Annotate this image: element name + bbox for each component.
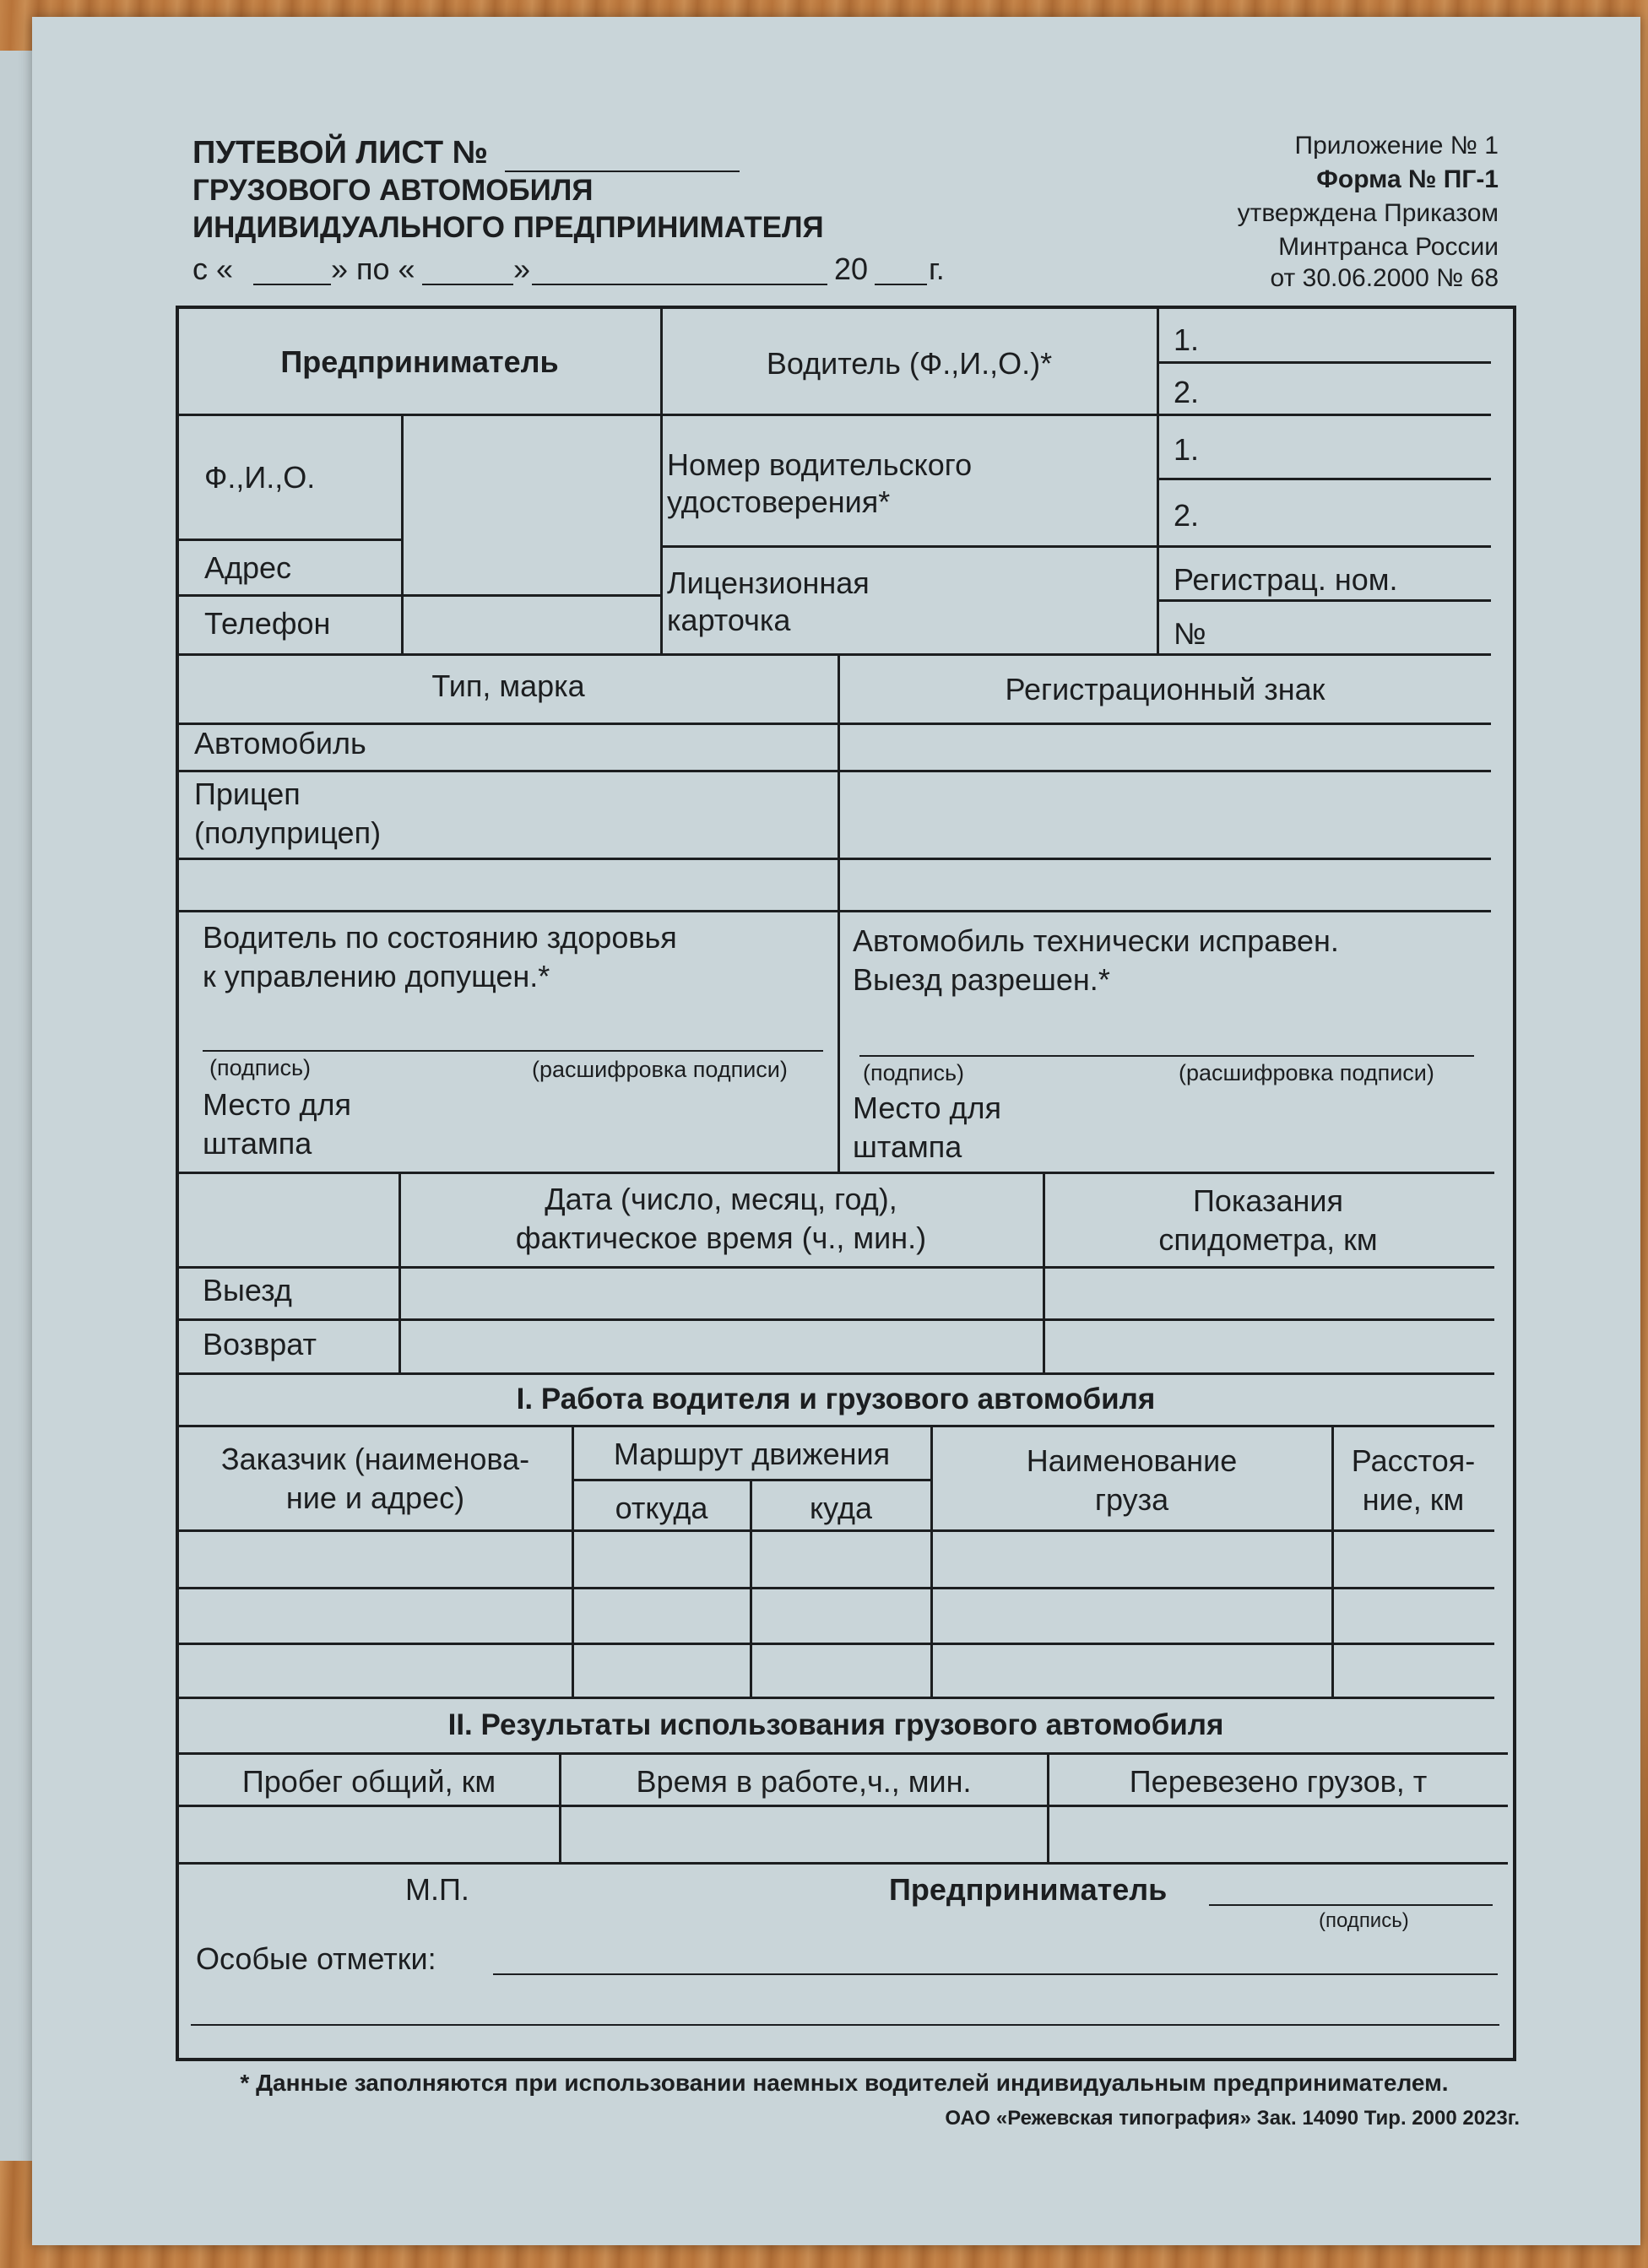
appendix-line-1: Приложение № 1: [1294, 132, 1499, 160]
special-notes-line-2: [191, 2024, 1499, 2026]
form-subtitle-2: ИНДИВИДУАЛЬНОГО ПРЕДПРИНИМАТЕЛЯ: [192, 211, 824, 244]
special-notes-label: Особые отметки:: [196, 1941, 436, 1976]
customer-header-1: Заказчик (наименова-: [220, 1442, 530, 1476]
trailer-label-1: Прицеп: [194, 777, 301, 811]
health-decode-caption: (расшифровка подписи): [532, 1057, 788, 1082]
year-label: 20: [834, 252, 869, 286]
special-notes-line-1: [493, 1973, 1498, 1975]
route-from-header: откуда: [615, 1491, 708, 1525]
address-label: Адрес: [204, 550, 292, 585]
date-close-label: »: [513, 252, 531, 286]
tech-decode-caption: (расшифровка подписи): [1179, 1060, 1434, 1085]
health-signature-caption: (подпись): [209, 1055, 312, 1080]
tech-signature-line: [859, 1055, 1474, 1057]
form-subtitle-1: ГРУЗОВОГО АВТОМОБИЛЯ: [192, 174, 594, 207]
footnote: * Данные заполняются при использовании наемных водителей индивидуальным предпринимателем.: [240, 2070, 1449, 2096]
year-line: [875, 284, 927, 285]
fio-label: Ф.,И.,О.: [204, 460, 316, 495]
printer-imprint: ОАО «Режевская типография» Зак. 14090 Тир. 2000 2023г.: [945, 2107, 1520, 2130]
reg-sign-header: Регистрационный знак: [1005, 672, 1325, 706]
license-2-label: 2.: [1174, 498, 1200, 533]
entrepreneur-sign-line: [1209, 1904, 1493, 1906]
tech-text-2: Выезд разрешен.*: [853, 962, 1110, 997]
date-time-header-2: фактическое время (ч., мин.): [515, 1221, 927, 1255]
health-stamp-2: штампа: [203, 1126, 312, 1161]
entrepreneur-header: Предприниматель: [280, 344, 559, 379]
month-line: [532, 284, 827, 285]
entrepreneur-sign-caption: (подпись): [1319, 1909, 1409, 1932]
license-label-1: Номер водительского: [667, 447, 973, 482]
stamp-place-label: М.П.: [405, 1872, 469, 1907]
date-time-header-1: Дата (число, месяц, год),: [545, 1182, 897, 1216]
driver-1-label: 1.: [1174, 322, 1200, 357]
cargo-weight-header: Перевезено грузов, т: [1129, 1764, 1428, 1799]
work-time-header: Время в работе,ч., мин.: [636, 1764, 972, 1799]
distance-header-1: Расстоя-: [1351, 1443, 1476, 1478]
tech-stamp-2: штампа: [853, 1129, 962, 1164]
customer-header-2: ние и адрес): [285, 1480, 465, 1515]
cargo-name-header-2: груза: [1094, 1482, 1169, 1517]
route-header: Маршрут движения: [613, 1437, 891, 1471]
date-from-line: [253, 284, 331, 285]
form-number-line: [505, 171, 740, 172]
license-1-label: 1.: [1174, 432, 1200, 467]
date-from-label: с «: [192, 252, 234, 286]
cargo-name-header-1: Наименование: [1026, 1443, 1238, 1478]
date-to-label: » по «: [331, 252, 415, 286]
odometer-header-1: Показания: [1192, 1183, 1344, 1218]
odometer-header-2: спидометра, км: [1158, 1222, 1378, 1257]
number-sign-label: №: [1174, 616, 1206, 651]
health-text-2: к управлению допущен.*: [203, 959, 550, 993]
phone-label: Телефон: [204, 606, 331, 641]
entrepreneur-sign-label: Предприниматель: [889, 1872, 1168, 1907]
distance-header-2: ние, км: [1362, 1482, 1465, 1517]
tech-text-1: Автомобиль технически исправен.: [853, 923, 1339, 958]
departure-label: Выезд: [203, 1273, 292, 1307]
appendix-line-5: от 30.06.2000 № 68: [1270, 264, 1499, 292]
driver-2-label: 2.: [1174, 375, 1200, 409]
reg-num-label: Регистрац. ном.: [1174, 562, 1398, 597]
tech-stamp-1: Место для: [853, 1091, 1002, 1125]
mileage-header: Пробег общий, км: [241, 1764, 496, 1799]
appendix-line-3: утверждена Приказом: [1237, 199, 1499, 227]
car-label: Автомобиль: [194, 726, 366, 761]
appendix-line-4: Минтранса России: [1278, 233, 1499, 261]
card-label-2: карточка: [667, 603, 791, 637]
return-label: Возврат: [203, 1327, 317, 1361]
license-label-2: удостоверения*: [667, 484, 891, 519]
trailer-label-2: (полуприцеп): [194, 815, 382, 850]
card-label-1: Лицензионная: [667, 566, 870, 600]
tech-signature-caption: (подпись): [863, 1060, 965, 1085]
type-brand-header: Тип, марка: [431, 668, 585, 703]
appendix-form-code: Форма № ПГ-1: [1316, 165, 1499, 193]
section-1-title: I. Работа водителя и грузового автомобиля: [516, 1383, 1156, 1415]
driver-fio-header: Водитель (Ф.,И.,О.)*: [766, 346, 1053, 381]
section-2-title: II. Результаты использования грузового автомобиля: [447, 1708, 1224, 1741]
date-to-line: [422, 284, 513, 285]
route-to-header: куда: [810, 1491, 872, 1525]
form-title: ПУТЕВОЙ ЛИСТ №: [192, 135, 489, 171]
year-suffix: г.: [929, 252, 945, 286]
health-signature-line: [203, 1050, 823, 1052]
health-stamp-1: Место для: [203, 1087, 352, 1122]
health-text-1: Водитель по состоянию здоровья: [203, 920, 677, 955]
